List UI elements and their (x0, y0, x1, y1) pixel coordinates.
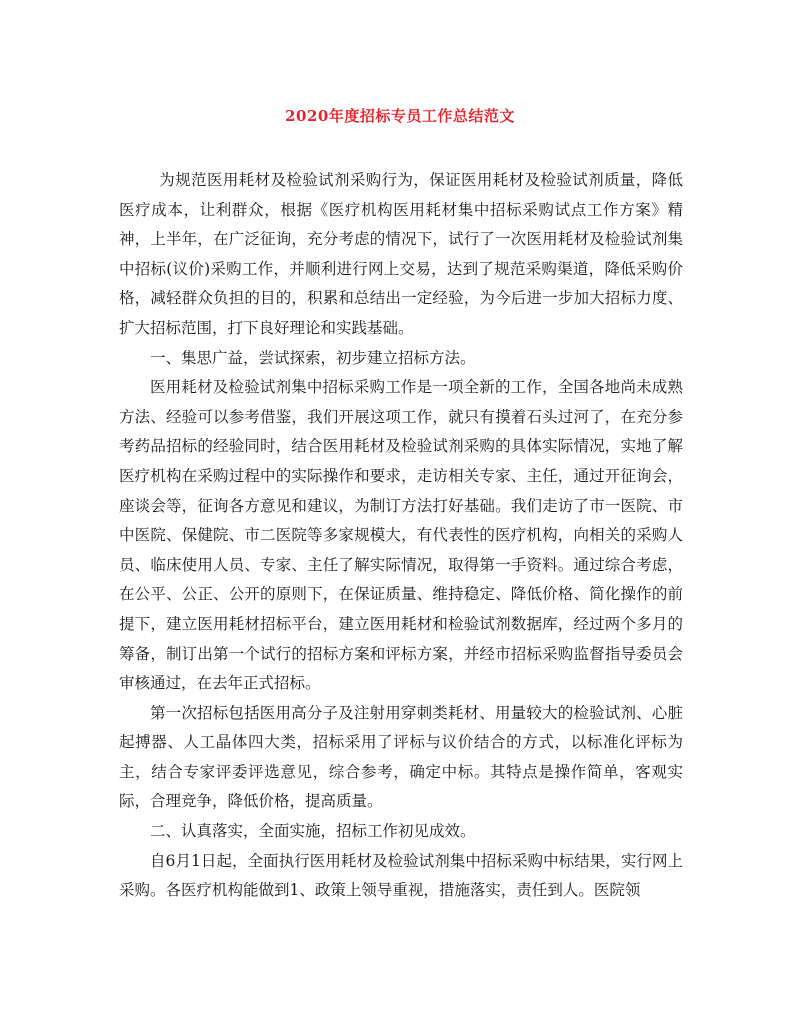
paragraph-intro: 为规范医用耗材及检验试剂采购行为，保证医用耗材及检验试剂质量，降低医疗成本，让利群众，根据《医疗机构医用耗材集中招标采购试点工作方案》精神，上半年，在广泛征询，充分考虑的情况下，试行了一次医用耗材及检验试剂集中招标(议价)采购工作，并顺利进行网上交易，达到了规范采购渠道，降低采购价格，减轻群众负担的目的，积累和总结出一定经验，为今后进一步加大招标力度、扩大招标范围，打下良好理论和实践基础。 (119, 171, 683, 337)
paragraph-implementation: 自6月1日起，全面执行医用耗材及检验试剂集中招标采购中标结果，实行网上采购。各医疗机构能做到1、政策上领导重视，措施落实，责任到人。医院领 (119, 851, 683, 900)
document-body (119, 166, 683, 906)
paragraph-method: 医用耗材及检验试剂集中招标采购工作是一项全新的工作，全国各地尚未成熟方法、经验可以参考借鉴，我们开展这项工作，就只有摸着石头过河了，在充分参考药品招标的经验同时，结合医用耗材及检验试剂采购的具体实际情况，实地了解医疗机构在采购过程中的实际操作和要求，走访相关专家、主任，通过开征询会，座谈会等，征询各方意见和建议，为制订方法打好基础。我们走访了市一医院、市中医院、保健院、市二医院等多家规模大，有代表性的医疗机构，向相关的采购人员、临床使用人员、专家、主任了解实际情况，取得第一手资料。通过综合考虑，在公平、公正、公开的原则下，在保证质量、维持稳定、降低价格、简化操作的前提下，建立医用耗材招标平台，建立医用耗材和检验试剂数据库，经过两个多月的筹备，制订出第一个试行的招标方案和评标方案，并经市招标采购监督指导委员会审核通过，在去年正式招标。 (119, 378, 683, 693)
paragraph-first-tender: 第一次招标包括医用高分子及注射用穿刺类耗材、用量较大的检验试剂、心脏起搏器、人工晶体四大类，招标采用了评标与议价结合的方式，以标准化评标为主，结合专家评委评选意见，综合参考，确定中标。其特点是操作简单，客观实际，合理竞争，降低价格，提高质量。 (119, 703, 683, 811)
section-heading-two: 二、认真落实，全面实施，招标工作初见成效。 (150, 822, 476, 841)
section-heading-one: 一、集思广益，尝试探索，初步建立招标方法。 (150, 348, 476, 367)
document-title: 2020年度招标专员工作总结范文 (285, 107, 515, 125)
